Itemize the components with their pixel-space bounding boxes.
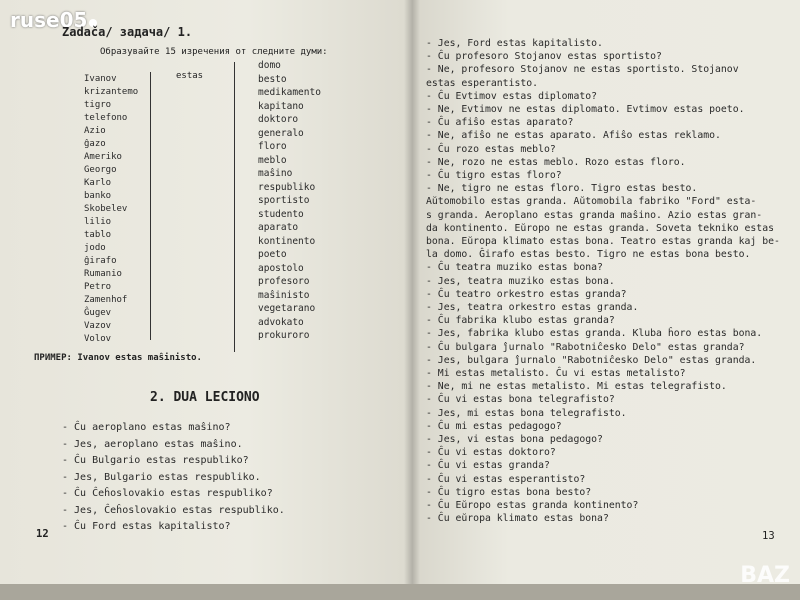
predicate-word: aparato xyxy=(258,222,299,233)
subject-word: Ĝugev xyxy=(84,308,112,318)
text-line: - Ĉu vi estas granda? xyxy=(426,460,550,472)
text-line: - Ne, rozo ne estas meblo. Rozo estas floro. xyxy=(426,156,686,168)
subject-word: telefono xyxy=(84,113,128,123)
predicate-word: respubliko xyxy=(258,181,316,193)
text-line: - Ĉu afiŝo estas aparato? xyxy=(426,117,574,129)
example-sentence: ПРИМЕР: Ivanov estas maŝinisto. xyxy=(34,353,202,363)
dialogue-line: - Ĉu Ford estas kapitalisto? xyxy=(62,521,231,532)
text-line: - Ĉu Evtimov estas diplomato? xyxy=(426,90,598,102)
text-line: - Ĉu Eŭropo estas granda kontinento? xyxy=(426,500,639,511)
dialogue-line: - Ĉu Ĉeĥoslovakio estas respubliko? xyxy=(62,488,273,499)
predicate-word: floro xyxy=(258,141,287,152)
text-line: - Jes, mi estas bona telegrafisto. xyxy=(426,407,627,419)
watermark-logo: ruse05 xyxy=(10,8,97,32)
lesson-title: 2. DUA LECIONO xyxy=(150,390,260,405)
subject-word: lilio xyxy=(84,217,112,227)
text-line: - Ĉu vi estas bona telegrafisto? xyxy=(426,394,615,406)
predicate-word: prokuroro xyxy=(258,330,310,341)
predicate-word: poeto xyxy=(258,249,287,260)
page-bottom-edge xyxy=(0,584,800,600)
subject-word: Vazov xyxy=(84,321,112,331)
subject-word: Rumanio xyxy=(84,269,122,279)
predicate-word: profesoro xyxy=(258,276,310,287)
subject-word: krizantemo xyxy=(84,87,139,97)
text-line: - Ĉu teatro orkestro estas granda? xyxy=(426,288,627,300)
predicate-word: doktoro xyxy=(258,114,299,125)
text-line: - Jes, Ford estas kapitalisto. xyxy=(426,38,603,49)
watermark-right-logo: BAZ xyxy=(740,563,790,588)
predicate-word: apostolo xyxy=(258,262,304,274)
text-line: - Mi estas metalisto. Ĉu vi estas metalisto? xyxy=(426,368,686,379)
predicate-word: studento xyxy=(258,208,304,220)
text-line: - Ĉu vi estas doktoro? xyxy=(426,447,556,459)
subject-word: jodo xyxy=(84,243,106,253)
dialogue-line: - Ĉu Bulgario estas respubliko? xyxy=(62,455,249,466)
text-line: - Ne, profesoro Stojanov ne estas sportisto. Stojanov xyxy=(426,64,739,76)
subject-word: Ameriko xyxy=(84,152,122,162)
text-line: Aŭtomobilo estas granda. Aŭtomobila fabriko "Ford" esta- xyxy=(426,196,757,208)
text-line: - Ĉu bulgara ĵurnalo "Rabotniĉesko Delo" estas granda? xyxy=(426,341,745,353)
text-line: - Ĉu mi estas pedagogo? xyxy=(426,420,562,432)
subject-word: banko xyxy=(84,191,112,201)
predicate-word: besto xyxy=(258,73,287,85)
text-line: - Ne, tigro ne estas floro. Tigro estas besto. xyxy=(426,183,698,195)
middle-word: estas xyxy=(176,71,204,81)
predicate-word: vegetarano xyxy=(258,303,316,314)
dialogue-line: - Jes, Ĉeĥoslovakio estas respubliko. xyxy=(62,504,285,516)
text-line: - Jes, fabrika klubo estas granda. Kluba ĥoro estas bona. xyxy=(426,328,763,340)
text-line: - Ĉu teatra muziko estas bona? xyxy=(426,262,603,274)
predicate-word: kontinento xyxy=(258,235,316,247)
book-fold xyxy=(404,0,420,600)
text-line: - Ĉu vi estas esperantisto? xyxy=(426,473,586,485)
text-line: - Jes, vi estas bona pedagogo? xyxy=(426,434,603,445)
subject-word: Zamenhof xyxy=(84,295,128,305)
subject-word: tablo xyxy=(84,230,112,240)
predicate-word: domo xyxy=(258,60,281,71)
right-page-number: 13 xyxy=(762,530,775,542)
text-line: - Ne, mi ne estas metalisto. Mi estas telegrafisto. xyxy=(426,381,727,393)
predicate-word: advokato xyxy=(258,316,304,328)
text-line: - Ĉu rozo estas meblo? xyxy=(426,143,556,155)
text-line: - Ĉu profesoro Stojanov estas sportisto? xyxy=(426,51,662,63)
text-line: la domo. Ĝirafo estas besto. Tigro ne estas bona besto. xyxy=(426,249,751,261)
dialogue-line: - Jes, Bulgario estas respubliko. xyxy=(62,471,261,483)
dialogue-line: - Ĉu aeroplano estas maŝino? xyxy=(62,422,231,433)
predicate-word: meblo xyxy=(258,154,287,166)
text-line: s granda. Aeroplano estas granda maŝino. Azio estas gran- xyxy=(426,209,763,221)
text-line: - Ĉu tigro estas bona besto? xyxy=(426,486,592,498)
text-line: bona. Eŭropa klimato estas bona. Teatro estas granda kaj be- xyxy=(426,236,780,247)
column-divider-right xyxy=(234,62,235,352)
text-line: - Ĉu eŭropa klimato estas bona? xyxy=(426,513,609,525)
subject-word: Volov xyxy=(84,334,112,344)
task-instruction: Образувайте 15 изречения от следните думи: xyxy=(100,47,328,57)
predicate-word: sportisto xyxy=(258,195,310,206)
subject-word: Skobelev xyxy=(84,204,128,214)
subject-word: Petro xyxy=(84,282,112,292)
text-line: - Ne, afiŝo ne estas aparato. Afiŝo estas reklamo. xyxy=(426,130,721,142)
task-title: Zadača/ задача/ 1. xyxy=(62,25,193,39)
predicate-word: maŝino xyxy=(258,168,293,179)
left-page-number: 12 xyxy=(36,528,49,540)
predicate-word: maŝinisto xyxy=(258,289,310,301)
predicate-word: generalo xyxy=(258,127,304,139)
text-line: da kontinento. Eŭropo ne estas granda. Soveta tekniko estas xyxy=(426,222,774,234)
text-line: - Ĉu tigro estas floro? xyxy=(426,170,562,181)
predicate-word: medikamento xyxy=(258,87,321,98)
subject-word: Ivanov xyxy=(84,74,117,84)
text-line: - Jes, bulgara ĵurnalo "Rabotniĉesko Delo" estas granda. xyxy=(426,354,757,366)
subject-word: Georgo xyxy=(84,165,117,175)
text-line: estas esperantisto. xyxy=(426,77,539,89)
text-line: - Jes, teatra muziko estas bona. xyxy=(426,275,615,287)
subject-word: Azio xyxy=(84,126,106,136)
text-line: - Jes, teatra orkestro estas granda. xyxy=(426,302,639,313)
subject-word: Karlo xyxy=(84,178,112,188)
text-line: - Ĉu fabrika klubo estas granda? xyxy=(426,315,615,327)
dialogue-line: - Jes, aeroplano estas maŝino. xyxy=(62,438,243,450)
column-divider-left xyxy=(150,72,151,340)
text-line: - Ne, Evtimov ne estas diplomato. Evtimov estas poeto. xyxy=(426,104,745,115)
predicate-word: kapitano xyxy=(258,100,304,112)
subject-word: ĝirafo xyxy=(84,256,117,266)
subject-word: ĝazo xyxy=(84,139,106,149)
subject-word: tigro xyxy=(84,100,112,110)
